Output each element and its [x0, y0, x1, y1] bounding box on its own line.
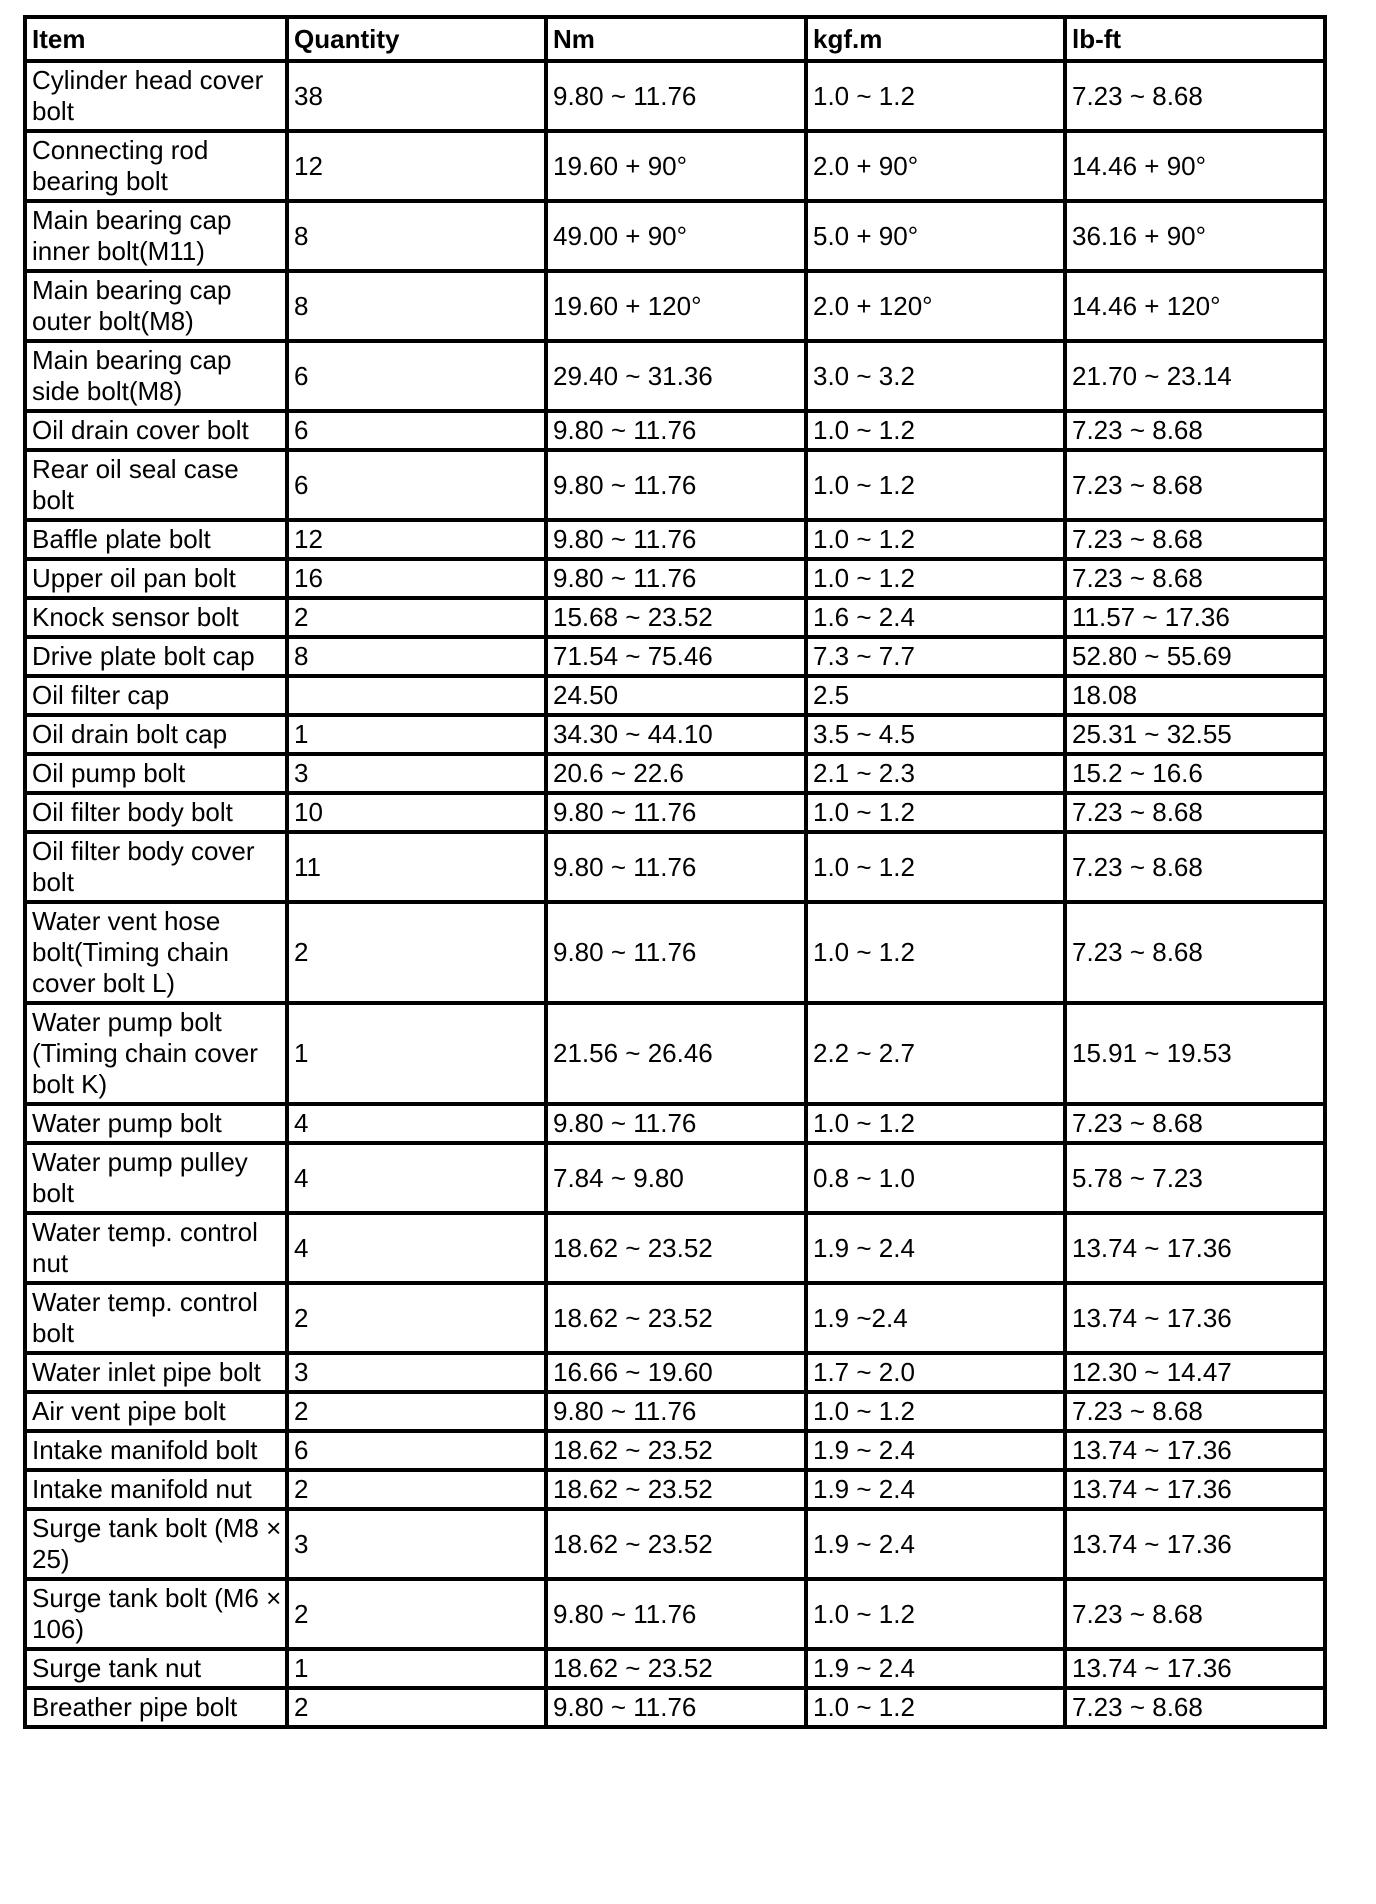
cell-kgfm: 1.0 ~ 1.2: [806, 902, 1065, 1003]
cell-item: Breather pipe bolt: [25, 1688, 287, 1727]
cell-kgfm: 1.0 ~ 1.2: [806, 832, 1065, 902]
cell-nm: 18.62 ~ 23.52: [546, 1283, 806, 1353]
cell-lbft: 14.46 + 120°: [1065, 271, 1325, 341]
cell-item: Water temp. control nut: [25, 1213, 287, 1283]
cell-quantity: 2: [287, 1688, 546, 1727]
cell-lbft: 7.23 ~ 8.68: [1065, 1104, 1325, 1143]
cell-quantity: 4: [287, 1104, 546, 1143]
table-row: [25, 715, 1325, 754]
cell-nm: 7.84 ~ 9.80: [546, 1143, 806, 1213]
cell-lbft: 7.23 ~ 8.68: [1065, 902, 1325, 1003]
cell-item: Water temp. control bolt: [25, 1283, 287, 1353]
cell-item: Intake manifold nut: [25, 1470, 287, 1509]
cell-lbft: 7.23 ~ 8.68: [1065, 559, 1325, 598]
table-row: [25, 1392, 1325, 1431]
cell-quantity: 12: [287, 520, 546, 559]
cell-quantity: 2: [287, 902, 546, 1003]
cell-kgfm: 1.0 ~ 1.2: [806, 411, 1065, 450]
cell-lbft: 7.23 ~ 8.68: [1065, 1688, 1325, 1727]
cell-item: Cylinder head cover bolt: [25, 61, 287, 131]
cell-lbft: 13.74 ~ 17.36: [1065, 1431, 1325, 1470]
table-row: [25, 1104, 1325, 1143]
cell-kgfm: 1.0 ~ 1.2: [806, 793, 1065, 832]
cell-nm: 9.80 ~ 11.76: [546, 1579, 806, 1649]
table-row: [25, 201, 1325, 271]
cell-nm: 9.80 ~ 11.76: [546, 411, 806, 450]
cell-nm: 18.62 ~ 23.52: [546, 1649, 806, 1688]
cell-quantity: 4: [287, 1213, 546, 1283]
cell-lbft: 13.74 ~ 17.36: [1065, 1213, 1325, 1283]
cell-quantity: 6: [287, 1431, 546, 1470]
cell-kgfm: 1.0 ~ 1.2: [806, 1688, 1065, 1727]
cell-kgfm: 0.8 ~ 1.0: [806, 1143, 1065, 1213]
table-row: [25, 1649, 1325, 1688]
cell-quantity: 1: [287, 1003, 546, 1104]
cell-item: Surge tank bolt (M6 × 106): [25, 1579, 287, 1649]
cell-item: Water inlet pipe bolt: [25, 1353, 287, 1392]
cell-nm: 9.80 ~ 11.76: [546, 450, 806, 520]
cell-lbft: 25.31 ~ 32.55: [1065, 715, 1325, 754]
cell-kgfm: 1.9 ~ 2.4: [806, 1431, 1065, 1470]
cell-quantity: 8: [287, 637, 546, 676]
table-row: [25, 131, 1325, 201]
cell-lbft: 52.80 ~ 55.69: [1065, 637, 1325, 676]
table-row: [25, 271, 1325, 341]
cell-kgfm: 1.6 ~ 2.4: [806, 598, 1065, 637]
column-header-item: Item: [25, 17, 287, 61]
cell-kgfm: 1.0 ~ 1.2: [806, 559, 1065, 598]
cell-lbft: 15.2 ~ 16.6: [1065, 754, 1325, 793]
cell-kgfm: 1.0 ~ 1.2: [806, 1579, 1065, 1649]
cell-nm: 9.80 ~ 11.76: [546, 1392, 806, 1431]
cell-quantity: 6: [287, 411, 546, 450]
cell-nm: 18.62 ~ 23.52: [546, 1431, 806, 1470]
table-row: [25, 1579, 1325, 1649]
cell-nm: 9.80 ~ 11.76: [546, 793, 806, 832]
cell-quantity: 3: [287, 754, 546, 793]
cell-kgfm: 2.0 + 90°: [806, 131, 1065, 201]
cell-lbft: 7.23 ~ 8.68: [1065, 61, 1325, 131]
torque-spec-table: [23, 15, 1327, 1729]
cell-quantity: 1: [287, 715, 546, 754]
cell-nm: 16.66 ~ 19.60: [546, 1353, 806, 1392]
cell-quantity: 6: [287, 450, 546, 520]
cell-nm: 71.54 ~ 75.46: [546, 637, 806, 676]
cell-nm: 9.80 ~ 11.76: [546, 1104, 806, 1143]
table-row: [25, 637, 1325, 676]
cell-kgfm: 2.5: [806, 676, 1065, 715]
cell-kgfm: 1.9 ~ 2.4: [806, 1649, 1065, 1688]
cell-kgfm: 1.0 ~ 1.2: [806, 520, 1065, 559]
table-row: [25, 793, 1325, 832]
cell-quantity: 2: [287, 1579, 546, 1649]
cell-nm: 19.60 + 90°: [546, 131, 806, 201]
table-row: [25, 1509, 1325, 1579]
cell-item: Surge tank nut: [25, 1649, 287, 1688]
cell-quantity: 2: [287, 1392, 546, 1431]
cell-lbft: 7.23 ~ 8.68: [1065, 411, 1325, 450]
cell-quantity: 3: [287, 1353, 546, 1392]
table-row: [25, 450, 1325, 520]
table-row: [25, 754, 1325, 793]
cell-quantity: 1: [287, 1649, 546, 1688]
cell-nm: 21.56 ~ 26.46: [546, 1003, 806, 1104]
cell-lbft: 15.91 ~ 19.53: [1065, 1003, 1325, 1104]
cell-item: Baffle plate bolt: [25, 520, 287, 559]
cell-lbft: 21.70 ~ 23.14: [1065, 341, 1325, 411]
cell-item: Intake manifold bolt: [25, 1431, 287, 1470]
cell-item: Water pump pulley bolt: [25, 1143, 287, 1213]
cell-lbft: 36.16 + 90°: [1065, 201, 1325, 271]
cell-item: Water pump bolt (Timing chain cover bolt K): [25, 1003, 287, 1104]
cell-kgfm: 7.3 ~ 7.7: [806, 637, 1065, 676]
cell-lbft: 13.74 ~ 17.36: [1065, 1649, 1325, 1688]
cell-quantity: 11: [287, 832, 546, 902]
cell-kgfm: 5.0 + 90°: [806, 201, 1065, 271]
cell-lbft: 7.23 ~ 8.68: [1065, 793, 1325, 832]
cell-item: Drive plate bolt cap: [25, 637, 287, 676]
cell-kgfm: 3.5 ~ 4.5: [806, 715, 1065, 754]
cell-lbft: 13.74 ~ 17.36: [1065, 1509, 1325, 1579]
cell-lbft: 13.74 ~ 17.36: [1065, 1470, 1325, 1509]
cell-lbft: 5.78 ~ 7.23: [1065, 1143, 1325, 1213]
cell-nm: 19.60 + 120°: [546, 271, 806, 341]
cell-item: Oil drain bolt cap: [25, 715, 287, 754]
cell-kgfm: 1.0 ~ 1.2: [806, 450, 1065, 520]
cell-quantity: 12: [287, 131, 546, 201]
table-row: [25, 1143, 1325, 1213]
cell-nm: 24.50: [546, 676, 806, 715]
cell-kgfm: 1.9 ~ 2.4: [806, 1213, 1065, 1283]
table-row: [25, 559, 1325, 598]
cell-nm: 15.68 ~ 23.52: [546, 598, 806, 637]
cell-kgfm: 1.0 ~ 1.2: [806, 1104, 1065, 1143]
table-row: [25, 1213, 1325, 1283]
cell-item: Main bearing cap inner bolt(M11): [25, 201, 287, 271]
cell-nm: 9.80 ~ 11.76: [546, 520, 806, 559]
table-row: [25, 341, 1325, 411]
table-row: [25, 676, 1325, 715]
cell-lbft: 7.23 ~ 8.68: [1065, 1392, 1325, 1431]
cell-quantity: 3: [287, 1509, 546, 1579]
column-header-lbft: lb-ft: [1065, 17, 1325, 61]
cell-quantity: 2: [287, 1470, 546, 1509]
table-row: [25, 1431, 1325, 1470]
cell-kgfm: 2.0 + 120°: [806, 271, 1065, 341]
table-row: [25, 520, 1325, 559]
cell-kgfm: 1.9 ~ 2.4: [806, 1509, 1065, 1579]
cell-quantity: [287, 676, 546, 715]
header-row: [25, 17, 1325, 61]
table-row: [25, 902, 1325, 1003]
cell-nm: 18.62 ~ 23.52: [546, 1213, 806, 1283]
cell-quantity: 2: [287, 598, 546, 637]
cell-quantity: 38: [287, 61, 546, 131]
cell-lbft: 18.08: [1065, 676, 1325, 715]
cell-item: Oil filter cap: [25, 676, 287, 715]
cell-item: Upper oil pan bolt: [25, 559, 287, 598]
cell-lbft: 7.23 ~ 8.68: [1065, 832, 1325, 902]
cell-kgfm: 1.7 ~ 2.0: [806, 1353, 1065, 1392]
cell-item: Oil pump bolt: [25, 754, 287, 793]
table-body: [25, 61, 1325, 1727]
table-row: [25, 832, 1325, 902]
table-row: [25, 61, 1325, 131]
cell-item: Oil drain cover bolt: [25, 411, 287, 450]
table-row: [25, 1353, 1325, 1392]
cell-quantity: 4: [287, 1143, 546, 1213]
cell-nm: 9.80 ~ 11.76: [546, 1688, 806, 1727]
cell-quantity: 2: [287, 1283, 546, 1353]
cell-quantity: 8: [287, 201, 546, 271]
column-header-kgfm: kgf.m: [806, 17, 1065, 61]
cell-item: Connecting rod bearing bolt: [25, 131, 287, 201]
cell-item: Air vent pipe bolt: [25, 1392, 287, 1431]
table-row: [25, 1003, 1325, 1104]
cell-item: Water pump bolt: [25, 1104, 287, 1143]
cell-item: Oil filter body cover bolt: [25, 832, 287, 902]
cell-item: Main bearing cap outer bolt(M8): [25, 271, 287, 341]
cell-nm: 18.62 ~ 23.52: [546, 1509, 806, 1579]
cell-kgfm: 1.9 ~2.4: [806, 1283, 1065, 1353]
cell-lbft: 7.23 ~ 8.68: [1065, 1579, 1325, 1649]
cell-kgfm: 3.0 ~ 3.2: [806, 341, 1065, 411]
cell-nm: 9.80 ~ 11.76: [546, 902, 806, 1003]
cell-quantity: 16: [287, 559, 546, 598]
cell-nm: 34.30 ~ 44.10: [546, 715, 806, 754]
column-header-quantity: Quantity: [287, 17, 546, 61]
cell-nm: 9.80 ~ 11.76: [546, 559, 806, 598]
cell-nm: 18.62 ~ 23.52: [546, 1470, 806, 1509]
cell-kgfm: 1.0 ~ 1.2: [806, 61, 1065, 131]
cell-lbft: 13.74 ~ 17.36: [1065, 1283, 1325, 1353]
cell-lbft: 14.46 + 90°: [1065, 131, 1325, 201]
cell-quantity: 6: [287, 341, 546, 411]
cell-kgfm: 2.2 ~ 2.7: [806, 1003, 1065, 1104]
column-header-nm: Nm: [546, 17, 806, 61]
cell-kgfm: 1.9 ~ 2.4: [806, 1470, 1065, 1509]
cell-quantity: 8: [287, 271, 546, 341]
cell-kgfm: 2.1 ~ 2.3: [806, 754, 1065, 793]
cell-item: Oil filter body bolt: [25, 793, 287, 832]
table-row: [25, 1688, 1325, 1727]
table-header: [25, 17, 1325, 61]
cell-item: Water vent hose bolt(Timing chain cover bolt L): [25, 902, 287, 1003]
cell-quantity: 10: [287, 793, 546, 832]
cell-nm: 9.80 ~ 11.76: [546, 61, 806, 131]
cell-nm: 49.00 + 90°: [546, 201, 806, 271]
cell-lbft: 7.23 ~ 8.68: [1065, 520, 1325, 559]
cell-item: Rear oil seal case bolt: [25, 450, 287, 520]
cell-lbft: 7.23 ~ 8.68: [1065, 450, 1325, 520]
table-row: [25, 1470, 1325, 1509]
cell-nm: 29.40 ~ 31.36: [546, 341, 806, 411]
cell-kgfm: 1.0 ~ 1.2: [806, 1392, 1065, 1431]
cell-nm: 9.80 ~ 11.76: [546, 832, 806, 902]
table-row: [25, 1283, 1325, 1353]
cell-item: Surge tank bolt (M8 × 25): [25, 1509, 287, 1579]
cell-nm: 20.6 ~ 22.6: [546, 754, 806, 793]
cell-lbft: 12.30 ~ 14.47: [1065, 1353, 1325, 1392]
cell-item: Main bearing cap side bolt(M8): [25, 341, 287, 411]
table-row: [25, 598, 1325, 637]
cell-item: Knock sensor bolt: [25, 598, 287, 637]
cell-lbft: 11.57 ~ 17.36: [1065, 598, 1325, 637]
table-row: [25, 411, 1325, 450]
